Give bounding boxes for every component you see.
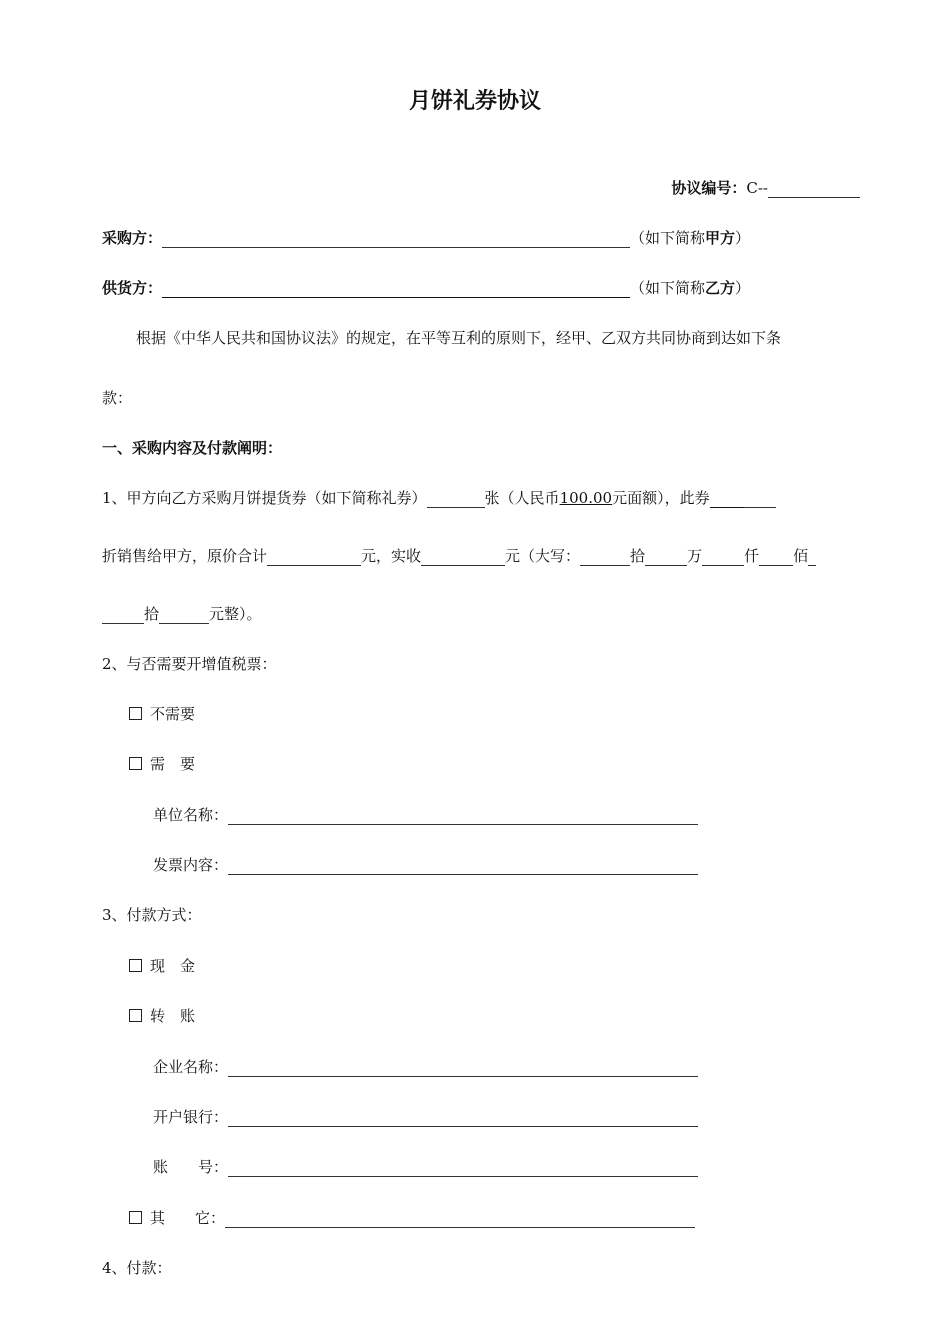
checkbox-icon[interactable] (129, 757, 142, 770)
company-name-field[interactable] (228, 1058, 698, 1077)
original-total-field[interactable] (267, 547, 361, 566)
invoice-not-needed-label: 不需要 (150, 705, 196, 723)
invoice-needed-label: 需 要 (150, 755, 196, 773)
buyer-note-post: ） (735, 229, 751, 247)
payment-cash-label: 现 金 (150, 957, 196, 975)
face-value-amount: 100.00 (559, 489, 613, 507)
invoice-content-label: 发票内容： (153, 856, 229, 874)
item-1-text-c1: 拾 (144, 605, 160, 623)
item-1-text-a3: 元面额），此券 (612, 489, 710, 507)
supplier-row (102, 278, 750, 298)
invoice-company-row (153, 805, 698, 825)
payment-cash-option[interactable] (129, 956, 195, 976)
item-1-text-b1: 折销售给甲方，原价合计 (102, 547, 268, 565)
item-1-line-a (102, 488, 776, 508)
amount-words-qian-field[interactable] (702, 547, 744, 566)
supplier-name-field[interactable] (162, 279, 630, 298)
company-name-row (153, 1057, 698, 1077)
item-1-line-c (102, 604, 262, 624)
amount-words-bai-field[interactable] (759, 547, 793, 566)
amount-words-yuan-field[interactable] (159, 605, 209, 624)
amount-words-shi-field[interactable] (102, 605, 144, 624)
item-1-text-b2: 元，实收 (361, 547, 422, 565)
invoice-needed-option[interactable] (129, 754, 195, 774)
supplier-note-party: 乙方 (705, 279, 736, 297)
amount-words-wan-field[interactable] (645, 547, 687, 566)
buyer-note-party: 甲方 (705, 229, 736, 247)
invoice-not-needed-option[interactable] (129, 704, 195, 724)
item-1-text-b6: 仟 (744, 547, 760, 565)
agreement-number-row (671, 178, 860, 198)
invoice-company-field[interactable] (228, 806, 698, 825)
item-1-text-b5: 万 (687, 547, 703, 565)
checkbox-icon[interactable] (129, 707, 142, 720)
payment-other-field[interactable] (225, 1209, 695, 1228)
buyer-note-pre: （如下简称 (630, 229, 706, 247)
intro-line-2: 款： (102, 389, 133, 407)
discount-field-ext[interactable] (744, 489, 776, 508)
page-title: 月饼礼券协议 (408, 89, 541, 114)
supplier-note-pre: （如下简称 (630, 279, 706, 297)
buyer-row (102, 228, 750, 248)
invoice-content-field[interactable] (228, 856, 698, 875)
account-label: 账 号： (153, 1158, 229, 1176)
section-1-heading: 一、采购内容及付款阐明： (102, 439, 283, 457)
item-3-label: 3、付款方式： (102, 906, 202, 924)
agreement-number-prefix: C-- (746, 179, 768, 197)
payment-other-option[interactable] (129, 1208, 695, 1228)
amount-words-shi-wan-field[interactable] (580, 547, 630, 566)
bank-label: 开户银行： (153, 1108, 229, 1126)
amount-words-line-end[interactable] (808, 547, 816, 566)
item-1-text-b4: 拾 (630, 547, 646, 565)
item-4-label: 4、付款： (102, 1259, 172, 1277)
company-name-label: 企业名称： (153, 1058, 229, 1076)
voucher-count-field[interactable] (427, 489, 485, 508)
checkbox-icon[interactable] (129, 1211, 142, 1224)
item-1-text-a1: 1、甲方向乙方采购月饼提货券（如下简称礼券） (102, 489, 427, 507)
agreement-number-field[interactable] (768, 179, 860, 198)
item-1-line-b (102, 546, 816, 566)
invoice-company-label: 单位名称： (153, 806, 229, 824)
payment-transfer-label: 转 账 (150, 1007, 196, 1025)
account-row (153, 1157, 698, 1177)
buyer-label: 采购方： (102, 229, 163, 247)
item-1-text-a2: 张（人民币 (484, 489, 560, 507)
supplier-label: 供货方： (102, 279, 163, 297)
checkbox-icon[interactable] (129, 1009, 142, 1022)
actual-received-field[interactable] (421, 547, 505, 566)
payment-other-label: 其 它： (150, 1209, 226, 1227)
item-2-label: 2、与否需要开增值税票： (102, 655, 277, 673)
item-1-text-b3: 元（大写： (505, 547, 581, 565)
item-1-text-b7: 佰 (793, 547, 809, 565)
account-field[interactable] (228, 1158, 698, 1177)
bank-field[interactable] (228, 1108, 698, 1127)
invoice-content-row (153, 855, 698, 875)
payment-transfer-option[interactable] (129, 1006, 195, 1026)
agreement-number-label: 协议编号： (671, 179, 747, 197)
buyer-name-field[interactable] (162, 229, 630, 248)
discount-field[interactable] (710, 489, 744, 508)
intro-line-1: 根据《中华人民共和国协议法》的规定，在平等互利的原则下，经甲、乙双方共同协商到达如下条 (136, 329, 782, 347)
supplier-note-post: ） (735, 279, 751, 297)
item-1-text-c2: 元整）。 (209, 605, 262, 623)
checkbox-icon[interactable] (129, 959, 142, 972)
bank-row (153, 1107, 698, 1127)
